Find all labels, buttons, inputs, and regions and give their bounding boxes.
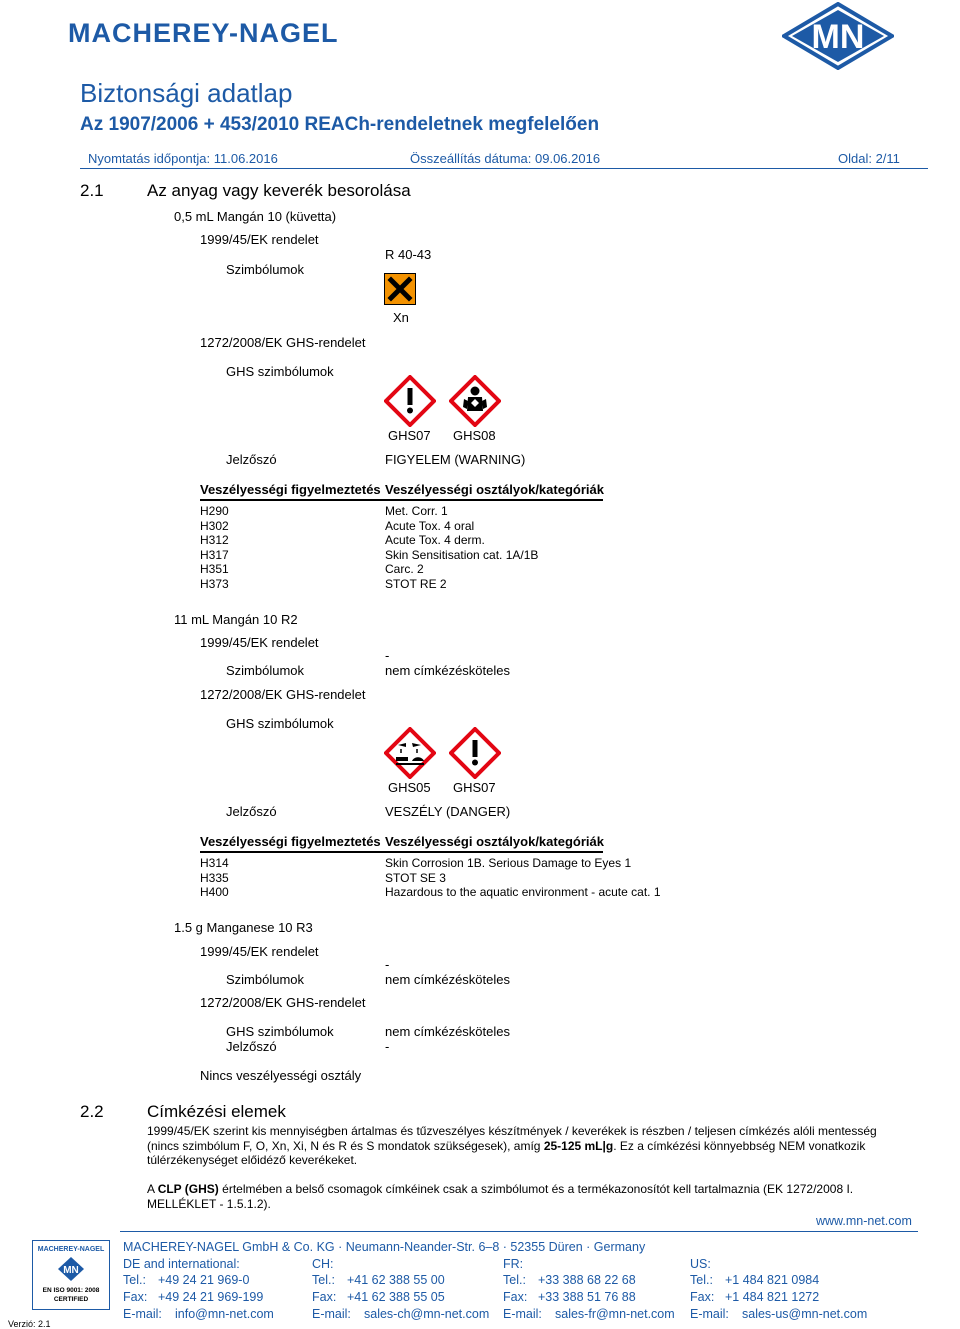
ghs-symbols-label: GHS szimbólumok	[226, 716, 334, 731]
hazard-statement-header: Veszélyességi figyelmeztetés	[200, 482, 381, 497]
no-hazard-class: Nincs veszélyességi osztály	[200, 1068, 362, 1083]
paragraph-text: értelmében a belső csomagok címkéinek csak a szimbólumot és a termékazonosítót kell tartalmaznia (EK 1272/2008 I. MELLÉKLET - 1.5.1.2).	[147, 1182, 854, 1211]
mn-logo-small-icon	[57, 1256, 85, 1282]
h-code: H400	[200, 885, 229, 899]
compile-date: Összeállítás dátuma: 09.06.2016	[410, 151, 601, 166]
ghs-value: nem címkézésköteles	[385, 1024, 510, 1039]
section-number: 2.1	[80, 181, 104, 200]
region-label: US:	[690, 1257, 711, 1271]
regulation-1999: 1999/45/EK rendelet	[200, 232, 319, 247]
section-title: Címkézési elemek	[147, 1102, 286, 1121]
regulation-1272: 1272/2008/EK GHS-rendelet	[200, 335, 366, 350]
ghs-code: GHS08	[453, 428, 496, 443]
region-label: CH:	[312, 1257, 334, 1271]
tel-value: +41 62 388 55 00	[347, 1273, 445, 1287]
signal-word: -	[385, 1039, 390, 1054]
regulation-1272: 1272/2008/EK GHS-rendelet	[200, 995, 366, 1010]
hazard-class-list	[385, 856, 661, 900]
tel-value: +1 484 821 0984	[725, 1273, 820, 1287]
signal-word: FIGYELEM (WARNING)	[385, 452, 526, 467]
print-date: Nyomtatás időpontja: 11.06.2016	[88, 151, 278, 166]
paragraph-text: 1999/45/EK szerint kis mennyiségben ártalmas és tűzveszélyes készítmények / keverékek is részben / teljesen címkézés alóli mentesség (nincs szimbólum F, O, Xn, Xi, N és R és S mondatok szükségesek), amíg	[147, 1124, 877, 1153]
hazard-class: Skin Corrosion 1B. Serious Damage to Eyes 1	[385, 856, 632, 870]
section-number: 2.2	[80, 1102, 104, 1121]
h-code: H335	[200, 870, 229, 885]
symbols-label: Szimbólumok	[226, 663, 305, 678]
ghs-symbols-label: GHS szimbólumok	[226, 364, 334, 379]
regulation-1999: 1999/45/EK rendelet	[200, 635, 319, 650]
section-title: Az anyag vagy keverék besorolása	[147, 181, 411, 200]
regulation-1272: 1272/2008/EK GHS-rendelet	[200, 687, 366, 702]
email-label: E-mail:	[690, 1307, 729, 1321]
fax-label: Fax:	[503, 1290, 528, 1304]
exclamation-mark-icon	[384, 375, 436, 427]
tel-value: +49 24 21 969-0	[158, 1273, 250, 1287]
email-link[interactable]: sales-fr@mn-net.com	[555, 1307, 675, 1321]
tel-label: Tel.:	[690, 1273, 713, 1287]
not-labeled-text: nem címkézésköteles	[385, 972, 510, 987]
tel-label: Tel.:	[503, 1273, 526, 1287]
email-link[interactable]: sales-ch@mn-net.com	[364, 1307, 490, 1321]
certification-badge	[32, 1240, 110, 1310]
paragraph-bold: CLP (GHS)	[157, 1182, 219, 1196]
hazard-class-header: Veszélyességi osztályok/kategóriák	[385, 834, 604, 849]
h-code: H317	[200, 547, 229, 562]
not-labeled-text: nem címkézésköteles	[385, 663, 510, 678]
signal-word-label: Jelzőszó	[226, 1039, 277, 1054]
hazard-class: STOT RE 2	[385, 576, 447, 591]
symbols-label: Szimbólumok	[226, 262, 305, 277]
hazard-class: Carc. 2	[385, 562, 424, 576]
fax-value: +49 24 21 969-199	[158, 1290, 264, 1304]
fax-value: +41 62 388 55 05	[347, 1290, 445, 1304]
hazard-class: Met. Corr. 1	[385, 504, 448, 518]
labeling-paragraph	[147, 1124, 907, 1168]
footer-divider	[120, 1231, 918, 1232]
hazard-statement-header: Veszélyességi figyelmeztetés	[200, 834, 381, 849]
hazard-class: Skin Sensitisation cat. 1A/1B	[385, 547, 539, 562]
hazard-class: Acute Tox. 4 derm.	[385, 533, 485, 547]
health-hazard-icon	[449, 375, 501, 427]
region-label: FR:	[503, 1257, 524, 1271]
version-label: Verzió: 2.1	[8, 1319, 51, 1329]
email-link[interactable]: info@mn-net.com	[175, 1307, 274, 1321]
fax-label: Fax:	[123, 1290, 148, 1304]
website-link[interactable]: www.mn-net.com	[816, 1214, 912, 1228]
company-address: MACHEREY-NAGEL GmbH & Co. KG · Neumann-Neander-Str. 6–8 · 52355 Düren · Germany	[123, 1240, 646, 1254]
symbols-label: Szimbólumok	[226, 972, 305, 987]
paragraph-bold: 25-125 mL|g	[543, 1138, 614, 1153]
cert-text: EN ISO 9001: 2008	[42, 1287, 100, 1294]
email-label: E-mail:	[312, 1307, 351, 1321]
tel-label: Tel.:	[312, 1273, 335, 1287]
hazard-class-header: Veszélyességi osztályok/kategóriák	[385, 482, 604, 497]
cert-text: CERTIFIED	[53, 1296, 89, 1303]
mn-logo	[782, 2, 894, 70]
item-name: 11 mL Mangán 10 R2	[174, 612, 298, 627]
page-number: Oldal: 2/11	[838, 151, 900, 166]
h-code: H373	[200, 576, 229, 591]
xn-harmful-icon	[384, 273, 416, 305]
signal-word-label: Jelzőszó	[226, 804, 277, 819]
ghs-symbols-label: GHS szimbólumok	[226, 1024, 334, 1039]
exclamation-mark-icon	[449, 727, 501, 779]
ghs-code: GHS07	[453, 780, 496, 795]
mn-logo-text: MN	[811, 18, 865, 56]
fax-label: Fax:	[312, 1290, 337, 1304]
svg-text:MN: MN	[63, 1265, 79, 1276]
signal-word: VESZÉLY (DANGER)	[385, 804, 511, 819]
h-code: H314	[200, 856, 229, 870]
h-code: H302	[200, 518, 229, 533]
tel-value: +33 388 68 22 68	[538, 1273, 636, 1287]
item-name: 0,5 mL Mangán 10 (küvetta)	[174, 209, 337, 224]
ghs-code: GHS07	[388, 428, 431, 443]
email-label: E-mail:	[123, 1307, 162, 1321]
tel-label: Tel.:	[123, 1273, 146, 1287]
hazard-class: Acute Tox. 4 oral	[385, 518, 475, 533]
email-label: E-mail:	[503, 1307, 542, 1321]
document-title: Biztonsági adatlap	[80, 78, 293, 108]
dash: -	[385, 648, 390, 663]
brand-name: MACHEREY-NAGEL	[68, 18, 339, 48]
ghs-code: GHS05	[388, 780, 431, 795]
table-divider	[200, 499, 603, 501]
signal-word-label: Jelzőszó	[226, 452, 277, 467]
hazard-class: STOT SE 3	[385, 870, 446, 885]
header-divider	[80, 168, 928, 169]
hazard-class: Hazardous to the aquatic environment - acute cat. 1	[385, 885, 661, 899]
fax-value: +33 388 51 76 88	[538, 1290, 636, 1304]
document-subtitle: Az 1907/2006 + 453/2010 REACh-rendeletnek megfelelően	[80, 114, 600, 135]
clp-paragraph	[147, 1182, 917, 1211]
fax-value: +1 484 821 1272	[725, 1290, 820, 1304]
paragraph-text: . Ez a címkézési könnyebbség NEM vonatkozik túlérzékenységet előidéző keverékeket.	[147, 1138, 866, 1167]
paragraph-text: A	[147, 1182, 158, 1196]
h-code: H290	[200, 504, 229, 518]
symbol-code: Xn	[393, 310, 409, 325]
table-divider	[200, 851, 603, 853]
fax-label: Fax:	[690, 1290, 715, 1304]
region-label: DE and international:	[123, 1257, 240, 1271]
hazard-class-list	[385, 504, 538, 591]
corrosion-icon	[384, 727, 436, 779]
r-phrase: R 40-43	[385, 247, 432, 262]
h-code-list	[200, 504, 229, 591]
cert-brand: MACHEREY-NAGEL	[37, 1246, 105, 1253]
email-link[interactable]: sales-us@mn-net.com	[742, 1307, 868, 1321]
h-code: H351	[200, 562, 229, 576]
h-code-list	[200, 856, 229, 900]
item-name: 1.5 g Manganese 10 R3	[174, 920, 313, 935]
dash: -	[385, 957, 390, 972]
h-code: H312	[200, 533, 229, 547]
regulation-1999: 1999/45/EK rendelet	[200, 944, 319, 959]
